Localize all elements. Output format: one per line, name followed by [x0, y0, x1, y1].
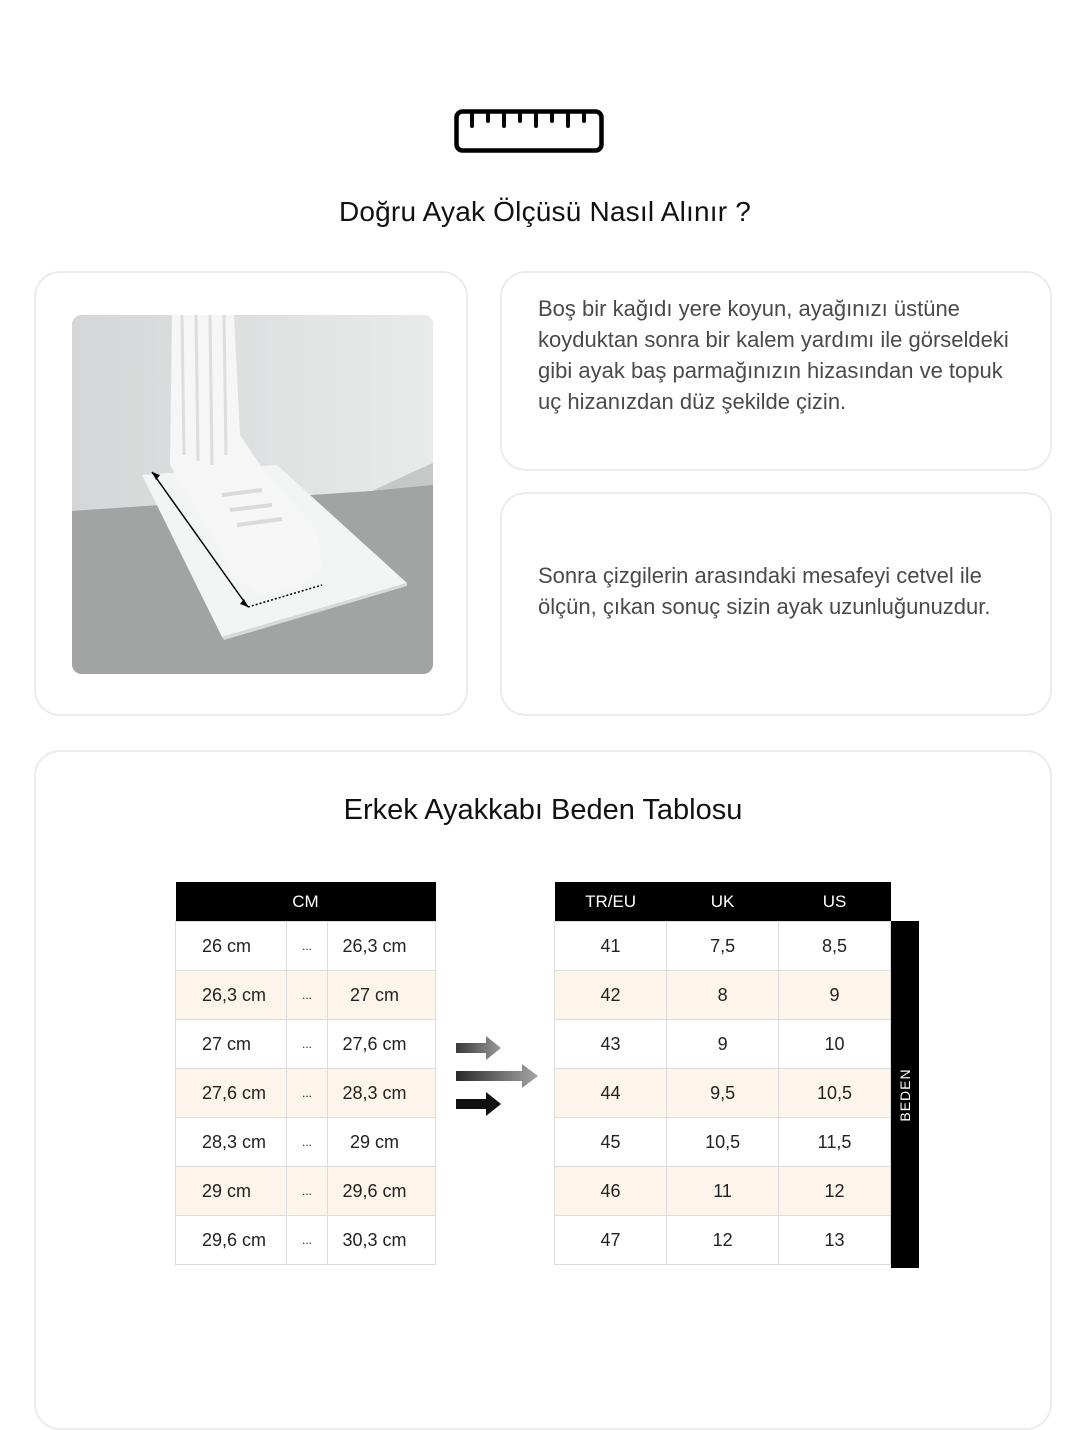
step-2-card: [500, 492, 1052, 716]
size-row: [555, 1216, 891, 1265]
cm-to-cell: 29 cm: [328, 1118, 436, 1167]
cm-row: [176, 1020, 436, 1069]
size-row: [555, 1020, 891, 1069]
uk-cell: 11: [667, 1167, 779, 1216]
cm-from-cell: 29,6 cm: [176, 1216, 287, 1265]
uk-cell: 7,5: [667, 922, 779, 971]
size-row: [555, 1118, 891, 1167]
tr-eu-cell: 44: [555, 1069, 667, 1118]
size-table-card: [34, 750, 1052, 1430]
cm-separator: ...: [287, 1167, 328, 1216]
cm-from-cell: 27 cm: [176, 1020, 287, 1069]
cm-header: CM: [176, 882, 436, 922]
cm-from-cell: 26 cm: [176, 922, 287, 971]
uk-cell: 10,5: [667, 1118, 779, 1167]
cm-to-cell: 29,6 cm: [328, 1167, 436, 1216]
step-2-text: Sonra çizgilerin arasındaki mesafeyi cetvel ile ölçün, çıkan sonuç sizin ayak uzunluğunuzdur.: [538, 563, 991, 619]
foot-photo-card: [34, 271, 468, 716]
tr-eu-cell: 42: [555, 971, 667, 1020]
us-header: US: [779, 882, 891, 922]
beden-label: BEDEN: [897, 1067, 913, 1122]
tr-eu-cell: 46: [555, 1167, 667, 1216]
step-1-text: Boş bir kağıdı yere koyun, ayağınızı üstüne koyduktan sonra bir kalem yardımı ile görseldeki gibi ayak baş parmağınızın hizasından ve topuk uç hizanızdan düz şekilde çizin.: [538, 296, 1009, 414]
beden-side-label: [891, 921, 919, 1268]
uk-header: UK: [667, 882, 779, 922]
step-1-card: [500, 271, 1052, 471]
us-cell: 8,5: [779, 922, 891, 971]
cm-to-cell: 27 cm: [328, 971, 436, 1020]
tr-eu-cell: 43: [555, 1020, 667, 1069]
cm-to-cell: 27,6 cm: [328, 1020, 436, 1069]
cm-separator: ...: [287, 1216, 328, 1265]
size-table-title: Erkek Ayakkabı Beden Tablosu: [343, 794, 743, 826]
cm-row: [176, 1216, 436, 1265]
uk-cell: 12: [667, 1216, 779, 1265]
us-cell: 9: [779, 971, 891, 1020]
cm-row: [176, 1167, 436, 1216]
arrows-icon: [456, 1034, 546, 1124]
cm-separator: ...: [287, 922, 328, 971]
size-row: [555, 1167, 891, 1216]
tr-eu-cell: 41: [555, 922, 667, 971]
ruler-icon: [454, 109, 604, 155]
cm-row: [176, 1069, 436, 1118]
cm-separator: ...: [287, 1118, 328, 1167]
cm-from-cell: 29 cm: [176, 1167, 287, 1216]
cm-separator: ...: [287, 1020, 328, 1069]
cm-table: [175, 882, 436, 1265]
cm-separator: ...: [287, 1069, 328, 1118]
us-cell: 10: [779, 1020, 891, 1069]
cm-from-cell: 26,3 cm: [176, 971, 287, 1020]
cm-separator: ...: [287, 971, 328, 1020]
cm-row: [176, 971, 436, 1020]
us-cell: 13: [779, 1216, 891, 1265]
us-cell: 10,5: [779, 1069, 891, 1118]
cm-from-cell: 27,6 cm: [176, 1069, 287, 1118]
foot-measurement-photo: [72, 315, 433, 674]
cm-to-cell: 28,3 cm: [328, 1069, 436, 1118]
size-row: [555, 1069, 891, 1118]
uk-cell: 9,5: [667, 1069, 779, 1118]
cm-to-cell: 26,3 cm: [328, 922, 436, 971]
tr-eu-header: TR/EU: [555, 882, 667, 922]
tr-eu-cell: 45: [555, 1118, 667, 1167]
size-row: [555, 971, 891, 1020]
cm-from-cell: 28,3 cm: [176, 1118, 287, 1167]
cm-row: [176, 1118, 436, 1167]
page-title: Doğru Ayak Ölçüsü Nasıl Alınır ?: [338, 196, 752, 227]
cm-to-cell: 30,3 cm: [328, 1216, 436, 1265]
cm-row: [176, 922, 436, 971]
tr-eu-cell: 47: [555, 1216, 667, 1265]
uk-cell: 8: [667, 971, 779, 1020]
uk-cell: 9: [667, 1020, 779, 1069]
size-table: [554, 882, 891, 1265]
us-cell: 11,5: [779, 1118, 891, 1167]
us-cell: 12: [779, 1167, 891, 1216]
size-row: [555, 922, 891, 971]
